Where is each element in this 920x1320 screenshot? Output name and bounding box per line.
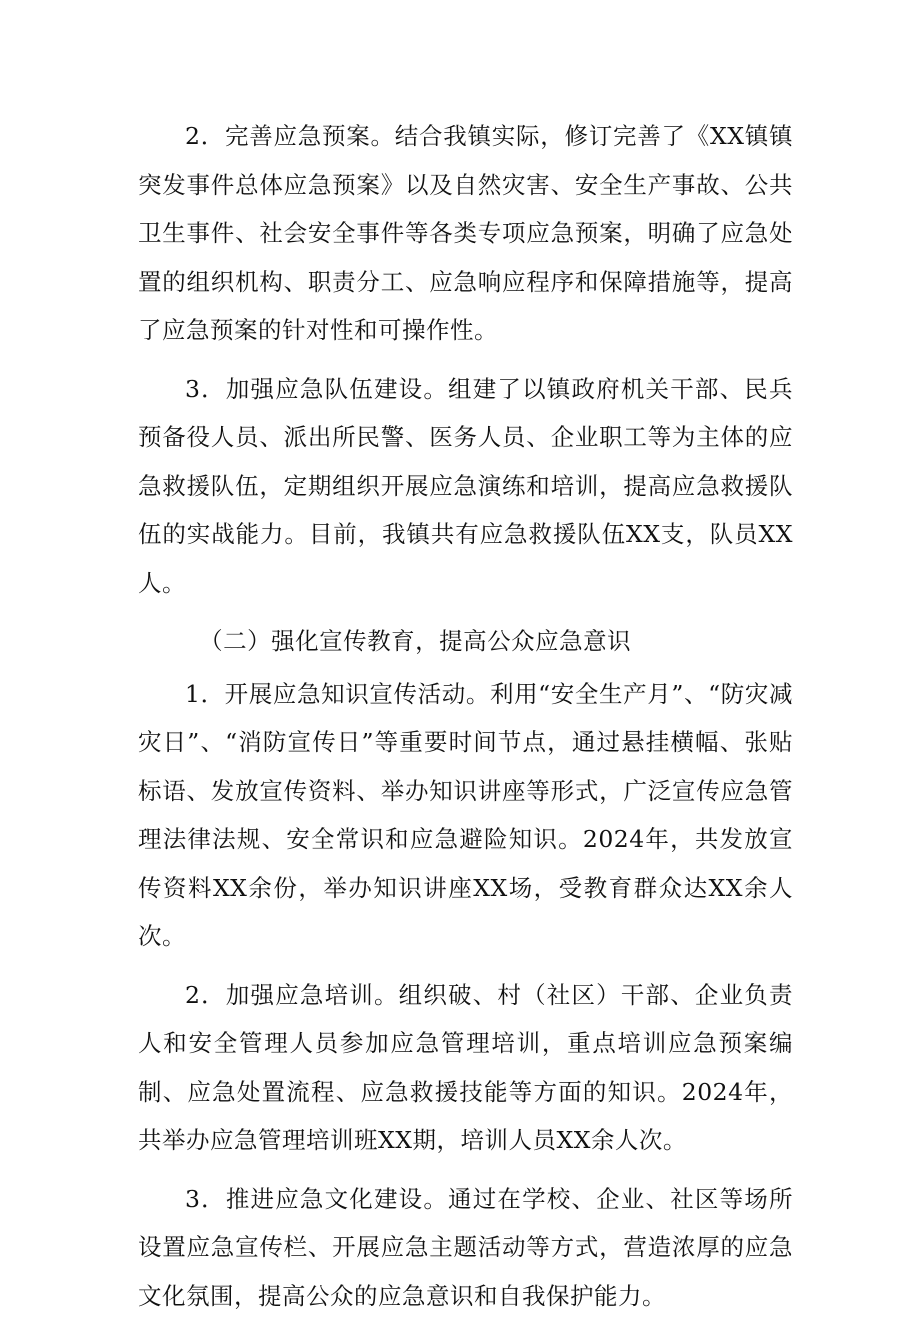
paragraph-emergency-training: 2．加强应急培训。组织破、村（社区）干部、企业负责人和安全管理人员参加应急管理培训，重点培训应急预案编制、应急处置流程、应急救援技能等方面的知识。2024年，共举办应急管理培训班XX期，培训人员XX余人次。 — [138, 971, 793, 1165]
paragraph-emergency-culture: 3．推进应急文化建设。通过在学校、企业、社区等场所设置应急宣传栏、开展应急主题活动等方式，营造浓厚的应急文化氛围，提高公众的应急意识和自我保护能力。 — [138, 1175, 793, 1320]
section-heading: （二）强化宣传教育，提高公众应急意识 — [138, 617, 793, 666]
paragraph-strengthen-rescue-team: 3．加强应急队伍建设。组建了以镇政府机关干部、民兵预备役人员、派出所民警、医务人员、企业职工等为主体的应急救援队伍，定期组织开展应急演练和培训，提高应急救援队伍的实战能力。目前，我镇共有应急救援队伍XX支，队员XX人。 — [138, 365, 793, 608]
paragraph-improve-emergency-plan: 2．完善应急预案。结合我镇实际，修订完善了《XX镇镇突发事件总体应急预案》以及自然灾害、安全生产事故、公共卫生事件、社会安全事件等各类专项应急预案，明确了应急处置的组织机构、职责分工、应急响应程序和保障措施等，提高了应急预案的针对性和可操作性。 — [138, 112, 793, 355]
paragraph-publicity-activities: 1．开展应急知识宣传活动。利用“安全生产月”、“防灾减灾日”、“消防宣传日”等重要时间节点，通过悬挂横幅、张贴标语、发放宣传资料、举办知识讲座等形式，广泛宣传应急管理法律法规、安全常识和应急避险知识。2024年，共发放宣传资料XX余份，举办知识讲座XX场，受教育群众达XX余人次。 — [138, 670, 793, 961]
document-body — [138, 112, 793, 1320]
